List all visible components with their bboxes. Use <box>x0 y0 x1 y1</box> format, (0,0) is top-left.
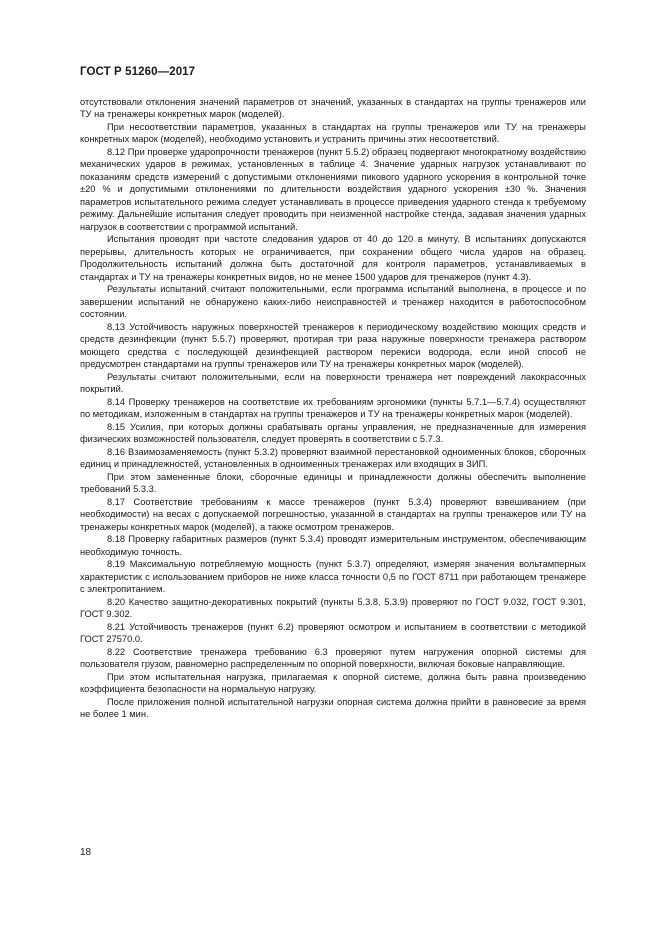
paragraph-8-13: 8.13 Устойчивость наружных поверхностей тренажеров к периодическому воздействию моющих средств и средств дезинфекции (пункт 5.5.7) проверяют, протирая три раза наружные поверхности тренажера раствором моющего средства с последующей дезинфекцией раствором перекиси водорода, если иной способ не предусмотрен стандартами на группы тренажеров или ТУ на тренажеры конкретных марок (моделей). <box>80 321 586 369</box>
paragraph-8-21: 8.21 Устойчивость тренажеров (пункт 6.2) проверяют осмотром и испытанием в соответствии с методикой ГОСТ 27570.0. <box>80 621 586 644</box>
paragraph-test-frequency: Испытания проводят при частоте следования ударов от 40 до 120 в минуту. В испытаниях допускаются перерывы, длительность которых не ограничивается, при сохранении общего числа ударов на образец. Продолжительность испытаний должна быть достаточной для контроля параметров, устанавливаемых в стандартах и ТУ на тренажеры конкретных видов, но не менее 1500 ударов для тренажеров (пункт 4.3). <box>80 234 586 282</box>
paragraph-8-19: 8.19 Максимальную потребляемую мощность (пункт 5.3.7) определяют, измеряя значения вольтамперных характеристик с использованием приборов не ниже класса точности 0,5 по ГОСТ 8711 при работающем тренажере с электропитанием. <box>80 559 586 594</box>
paragraph-8-17: 8.17 Соответствие требованиям к массе тренажеров (пункт 5.3.4) проверяют взвешиванием (при необходимости) на весах с допускаемой погрешностью, указанной в стандартах на группы тренажеров или ТУ на тренажеры конкретных марок (моделей), а также осмотром тренажеров. <box>80 496 586 532</box>
paragraph-8-16: 8.16 Взаимозаменяемость (пункт 5.3.2) проверяют взаимной перестановкой одноименных блоков, сборочных единиц и принадлежностей, установленных в одноименных тренажерах или входящих в ЗИП. <box>80 446 586 469</box>
paragraph-continuation: отсутствовали отклонения значений параметров от значений, указанных в стандартах на группы тренажеров или ТУ на тренажеры конкретных марок (моделей). <box>80 96 586 119</box>
paragraph-nonconformity: При несоответствии параметров, указанных в стандартах на группы тренажеров или ТУ на тренажеры конкретных марок (моделей), необходимо установить и устранить причины этих несоответствий. <box>80 121 586 144</box>
paragraph-8-22-load: При этом испытательная нагрузка, прилагаемая к опорной системе, должна быть равна произведению коэффициента безопасности на нормальную нагрузку. <box>80 671 586 694</box>
paragraph-8-22: 8.22 Соответствие тренажера требованию 6.3 проверяют путем нагружения опорной системы для пользователя грузом, равномерно распределенным по опорной поверхности, включая боковые направляющие. <box>80 646 586 669</box>
paragraph-8-16-note: При этом замененные блоки, сборочные единицы и принадлежности должны обеспечить выполнение требований 5.3.3. <box>80 471 586 494</box>
paragraph-8-22-equilibrium: После приложения полной испытательной нагрузки опорная система должна прийти в равновесие за время не более 1 мин. <box>80 696 586 719</box>
document-header: ГОСТ Р 51260—2017 <box>80 66 196 78</box>
paragraph-8-14: 8.14 Проверку тренажеров на соответствие их требованиям эргономики (пункты 5.7.1—5.7.4) осуществляют по методикам, изложенным в стандартах на группы тренажеров и ТУ на тренажеры конкретных марок (моделей). <box>80 396 586 419</box>
paragraph-8-12: 8.12 При проверке ударопрочности тренажеров (пункт 5.5.2) образец подвергают многократному воздействию механических ударов в режимах, установленных в таблице 4. Значение ударных нагрузок устанавливают по показаниям средств измерений с допустимыми отклонениями пикового ударного ускорения в контрольной точке ±20 % и допустимыми отклонениями по длительности воздействия ударного ускорения ±30 %. Значения параметров испытательного режима следует устанавливать в процессе приведения ударного стенда к требуемому режиму. Дальнейшие испытания следует проводить при неизменной настройке стенда, задавая значения ударных нагрузок в соответствии с программой испытаний. <box>80 146 586 232</box>
paragraph-8-20: 8.20 Качество защитно-декоративных покрытий (пункты 5.3.8, 5.3.9) проверяют по ГОСТ 9.032, ГОСТ 9.301, ГОСТ 9.302. <box>80 596 586 619</box>
page-number: 18 <box>80 847 92 858</box>
document-body <box>80 96 586 721</box>
paragraph-8-13-results: Результаты считают положительными, если на поверхности тренажера нет повреждений лакокрасочных покрытий. <box>80 371 586 394</box>
paragraph-test-results: Результаты испытаний считают положительными, если программа испытаний выполнена, в процессе и по завершении испытаний не обнаружено каких-либо неисправностей и тренажер находится в работоспособном состоянии. <box>80 284 586 319</box>
paragraph-8-15: 8.15 Усилия, при которых должны срабатывать органы управления, не предназначенные для измерения физических возможностей пользователя, следует проверять в соответствии с 5.7.3. <box>80 421 586 444</box>
paragraph-8-18: 8.18 Проверку габаритных размеров (пункт 5.3.4) проводят измерительным инструментом, обеспечивающим необходимую точность. <box>80 534 586 557</box>
